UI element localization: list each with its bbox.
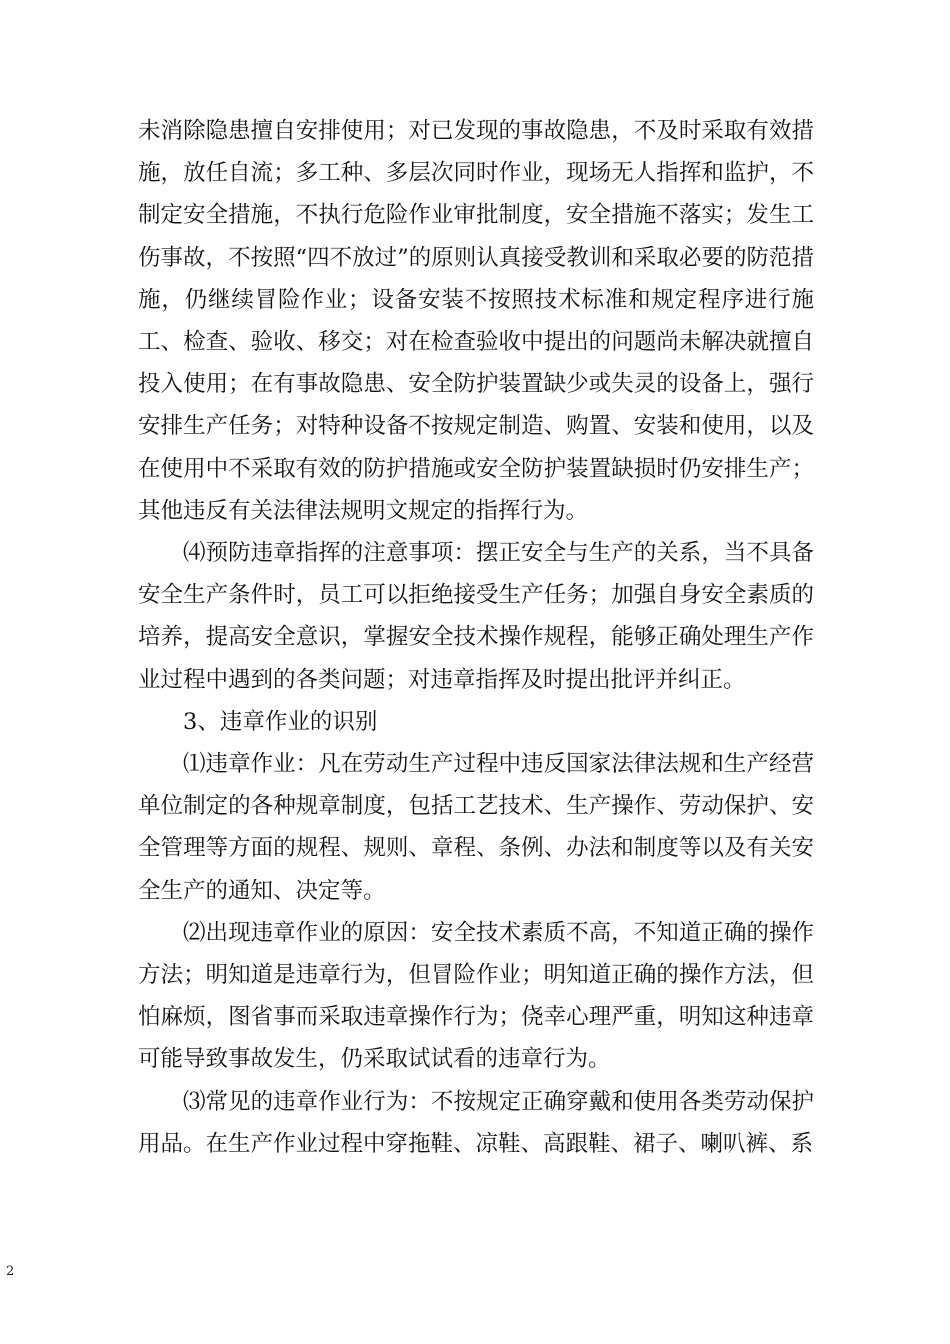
section-heading-violation-identification: 3、违章作业的识别 [183,708,378,735]
page-number: 2 [6,1264,15,1279]
paragraph-violation-causes: ⑵出现违章作业的原因：安全技术素质不高，不知道正确的操作方法；明知道是违章行为，但冒险作业；明知道正确的操作方法，但怕麻烦，图省事而采取违章操作行为；侥幸心理严重，明知这种违章可能导致事故发生，仍采取试试看的违章行为。 [138,919,814,1073]
body-text [138,110,814,1165]
paragraph-prevention-notes: ⑷预防违章指挥的注意事项：摆正安全与生产的关系，当不具备安全生产条件时，员工可以拒绝接受生产任务；加强自身安全素质的培养，提高安全意识，掌握安全技术操作规程，能够正确处理生产作业过程中遇到的各类问题；对违章指挥及时提出批评并纠正。 [138,540,814,693]
paragraph-violation-definition: ⑴违章作业：凡在劳动生产过程中违反国家法律法规和生产经营单位制定的各种规章制度，包括工艺技术、生产操作、劳动保护、安全管理等方面的规程、规则、章程、条例、办法和制度等以及有关安全生产的通知、决定等。 [138,751,814,904]
paragraph-common-violations: ⑶常见的违章作业行为：不按规定正确穿戴和使用各类劳动保护用品。在生产作业过程中穿拖鞋、凉鞋、高跟鞋、裙子、喇叭裤、系 [138,1088,814,1157]
paragraph-continued-violation-list: 未消除隐患擅自安排使用；对已发现的事故隐患，不及时采取有效措施，放任自流；多工种、多层次同时作业，现场无人指挥和监护，不制定安全措施，不执行危险作业审批制度，安全措施不落实；发生工伤事故，不按照“四不放过”的原则认真接受教训和采取必要的防范措施，仍继续冒险作业；设备安装不按照技术标准和规定程序进行施工、检查、验收、移交；对在检查验收中提出的问题尚未解决就擅自投入使用；在有事故隐患、安全防护装置缺少或失灵的设备上，强行安排生产任务；对特种设备不按规定制造、购置、安装和使用，以及在使用中不采取有效的防护措施或安全防护装置缺损时仍安排生产；其他违反有关法律法规明文规定的指挥行为。 [138,118,814,524]
